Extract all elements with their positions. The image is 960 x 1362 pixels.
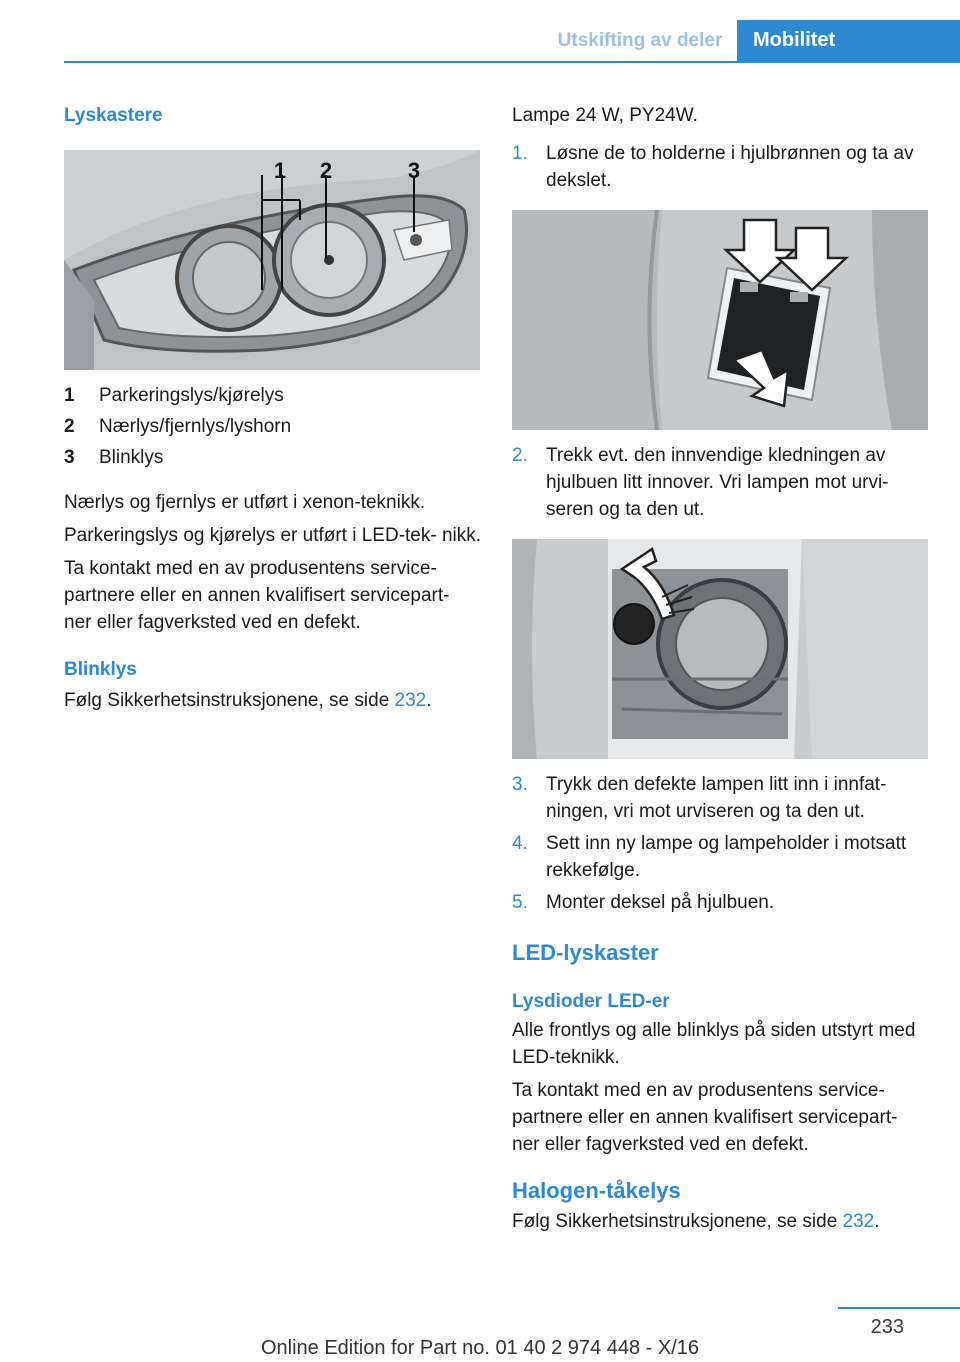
step-text: Trykk den defekte lampen litt inn i innfat‐ ningen, vri mot urviseren og ta den ut. bbox=[546, 774, 887, 822]
heading-halogen-fog: Halogen-tåkelys bbox=[512, 1178, 681, 1203]
fog-period: . bbox=[874, 1211, 880, 1232]
paragraph-led-equipment: Alle frontlys og alle blinklys på siden utstyrt med LED-teknikk. bbox=[512, 1020, 916, 1068]
wheelarch-cover-illustration bbox=[512, 210, 928, 430]
legend-text: Blinklys bbox=[99, 447, 164, 468]
right-column bbox=[512, 96, 930, 1235]
step-number: 5. bbox=[512, 892, 528, 913]
lamp-removal-figure bbox=[512, 539, 928, 759]
paragraph-contact: Ta kontakt med en av produsentens service‐ partnere eller en annen kvalifisert servicepart‐ ner eller fagverksted ved en defekt. bbox=[64, 558, 450, 633]
step-item bbox=[512, 140, 930, 194]
legend-item bbox=[64, 442, 482, 473]
lamp-spec: Lampe 24 W, PY24W. bbox=[512, 105, 698, 126]
heading-led-lyskaster: LED-lyskaster bbox=[512, 940, 659, 965]
step-number: 1. bbox=[512, 143, 528, 164]
step-item bbox=[512, 771, 930, 825]
blinklys-period: . bbox=[426, 690, 432, 711]
legend-number: 2 bbox=[64, 416, 75, 437]
wheelarch-cover-figure bbox=[512, 210, 928, 430]
legend-text: Nærlys/fjernlys/lyshorn bbox=[99, 416, 292, 437]
legend-item bbox=[64, 411, 482, 442]
paragraph-led: Parkeringslys og kjørelys er utført i LED-tek‐ nikk. bbox=[64, 525, 482, 546]
figure-label-1: 1 bbox=[273, 158, 287, 183]
paragraph-xenon: Nærlys og fjernlys er utført i xenon-teknikk. bbox=[64, 492, 426, 513]
step-text: Trekk evt. den innvendige kledningen av hjulbuen litt innover. Vri lampen mot urvi‐ seren og ta den ut. bbox=[546, 445, 889, 520]
page-number: 233 bbox=[870, 1316, 904, 1338]
headlight-figure bbox=[64, 150, 480, 370]
fog-text: Følg Sikkerhetsinstruksjonene, se side bbox=[512, 1211, 843, 1232]
edition-note: Online Edition for Part no. 01 40 2 974 448 - X/16 bbox=[260, 1337, 700, 1359]
step-number: 4. bbox=[512, 833, 528, 854]
step-text: Monter deksel på hjulbuen. bbox=[546, 892, 775, 913]
page-link-232[interactable]: 232 bbox=[842, 1211, 875, 1232]
figure-legend bbox=[64, 380, 482, 473]
lamp-removal-illustration bbox=[512, 539, 928, 759]
step-text: Løsne de to holderne i hjulbrønnen og ta av dekslet. bbox=[546, 143, 914, 191]
legend-number: 3 bbox=[64, 447, 75, 468]
subheading-lysdioder: Lysdioder LED-er bbox=[512, 991, 670, 1012]
figure-label-2: 2 bbox=[319, 158, 333, 183]
step-number: 2. bbox=[512, 445, 528, 466]
legend-item bbox=[64, 380, 482, 411]
section-heading-lyskastere: Lyskastere bbox=[64, 105, 163, 126]
headlight-illustration bbox=[64, 150, 480, 370]
subheading-blinklys: Blinklys bbox=[64, 659, 137, 680]
header-rule bbox=[64, 61, 960, 63]
footer-rule bbox=[838, 1307, 960, 1309]
legend-number: 1 bbox=[64, 385, 75, 406]
paragraph-blinklys-safety bbox=[64, 687, 482, 714]
step-item bbox=[512, 442, 930, 523]
page-link-232[interactable]: 232 bbox=[394, 690, 427, 711]
step-number: 3. bbox=[512, 774, 528, 795]
figure-label-3: 3 bbox=[407, 158, 421, 183]
step-item bbox=[512, 889, 930, 916]
step-item bbox=[512, 830, 930, 884]
step-text: Sett inn ny lampe og lampeholder i motsatt rekkefølge. bbox=[546, 833, 907, 881]
paragraph-fog-safety bbox=[512, 1208, 930, 1235]
blinklys-text: Følg Sikkerhetsinstruksjonene, se side bbox=[64, 690, 395, 711]
left-column bbox=[64, 96, 482, 714]
header-chapter-tab[interactable]: Mobilitet bbox=[737, 20, 960, 61]
header-section-title: Utskifting av deler bbox=[557, 30, 723, 51]
legend-text: Parkeringslys/kjørelys bbox=[99, 385, 284, 406]
paragraph-led-contact: Ta kontakt med en av produsentens service‐ partnere eller en annen kvalifisert servicepart‐ ner eller fagverksted ved en defekt. bbox=[512, 1080, 898, 1155]
